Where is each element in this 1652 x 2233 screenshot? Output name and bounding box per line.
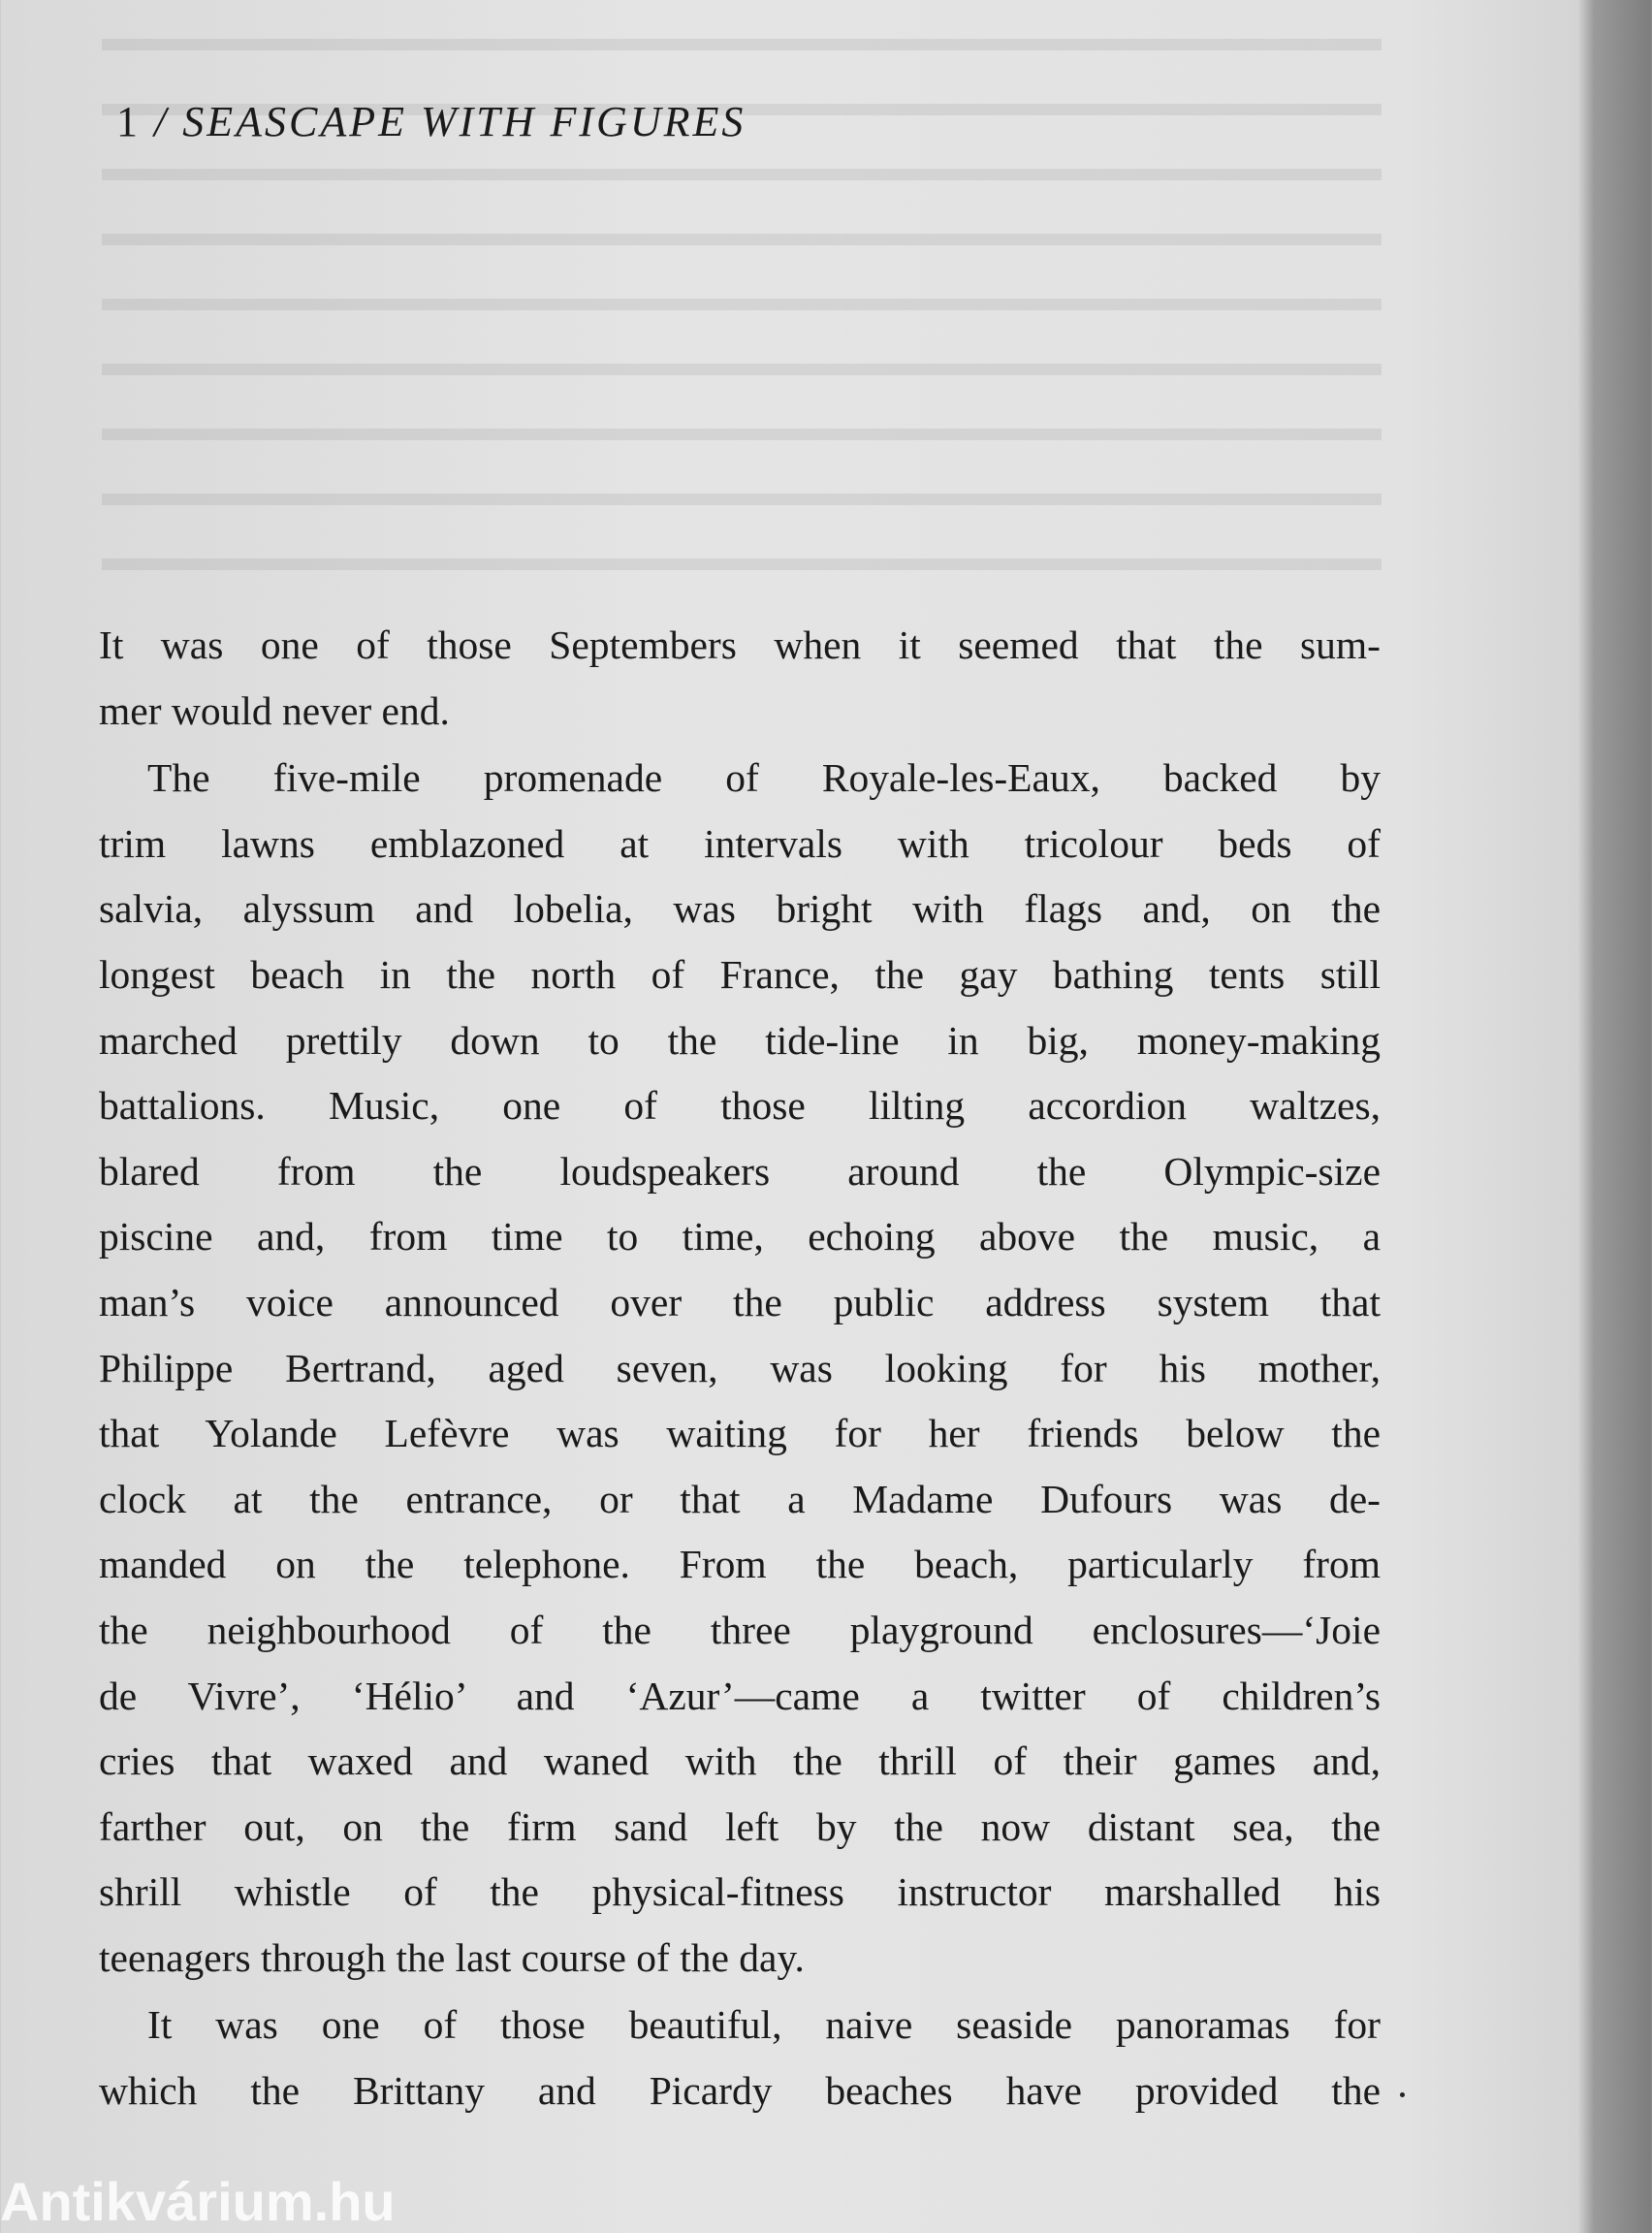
paragraph (99, 746, 1381, 1991)
text-line: cries that waxed and waned with the thrill of their games and, (99, 1739, 1381, 1784)
text-line: the neighbourhood of the three playground enclosures—‘Joie (99, 1607, 1381, 1652)
text-line: mer would never end. (99, 687, 450, 733)
bleed-through-text (102, 0, 1382, 601)
chapter-title: SEASCAPE WITH FIGURES (182, 98, 747, 145)
text-line: de Vivre’, ‘Hélio’ and ‘Azur’—came a twitter of children’s (99, 1673, 1381, 1718)
text-line: man’s voice announced over the public address system that (99, 1279, 1381, 1324)
body-text (99, 613, 1381, 2126)
text-line: trim lawns emblazoned at intervals with tricolour beds of (99, 820, 1381, 866)
text-line: that Yolande Lefèvre was waiting for her friends below the (99, 1411, 1381, 1456)
text-line: It was one of those Septembers when it seemed that the sum- (99, 622, 1381, 667)
text-line: which the Brittany and Picardy beaches have provided the (99, 2068, 1381, 2114)
text-line: farther out, on the firm sand left by the now distant sea, the (99, 1803, 1381, 1849)
chapter-separator: / (154, 98, 170, 145)
text-line: battalions. Music, one of those lilting accordion waltzes, (99, 1083, 1381, 1129)
paragraph (99, 1993, 1381, 2123)
chapter-number: 1 (116, 98, 141, 145)
watermark: Antikvárium.hu (0, 2171, 396, 2232)
text-line: salvia, alyssum and lobelia, was bright with flags and, on the (99, 886, 1381, 932)
text-line: It was one of those beautiful, naive seaside panoramas for (147, 2002, 1381, 2048)
text-line: The five-mile promenade of Royale-les-Eaux, backed by (147, 755, 1381, 801)
ink-dot (1400, 2092, 1405, 2097)
paragraph (99, 613, 1381, 744)
text-line: shrill whistle of the physical-fitness instructor marshalled his (99, 1869, 1381, 1915)
text-line: clock at the entrance, or that a Madame Dufours was de- (99, 1476, 1381, 1521)
text-line: longest beach in the north of France, the gay bathing tents still (99, 951, 1381, 997)
text-line: teenagers through the last course of the day. (99, 1934, 805, 1980)
text-line: blared from the loudspeakers around the Olympic-size (99, 1148, 1381, 1194)
text-line: Philippe Bertrand, aged seven, was looking for his mother, (99, 1345, 1381, 1390)
text-line: piscine and, from time to time, echoing above the music, a (99, 1214, 1381, 1260)
text-line: marched prettily down to the tide-line in big, money-making (99, 1017, 1381, 1063)
chapter-heading (116, 97, 746, 146)
text-line: manded on the telephone. From the beach, particularly from (99, 1542, 1381, 1587)
